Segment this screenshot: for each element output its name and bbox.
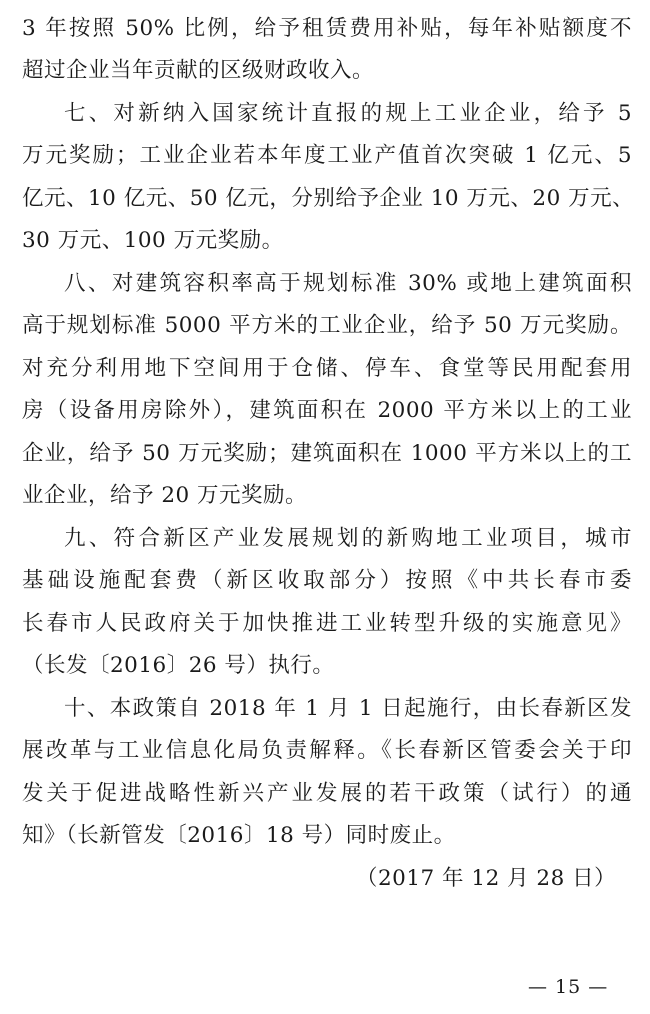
paragraph-line: 企业，给予 50 万元奖励；建筑面积在 1000 平方米以上的工 bbox=[22, 441, 632, 466]
paragraph-line: 基础设施配套费（新区收取部分）按照《中共长春市委 bbox=[22, 568, 632, 593]
paragraph-line: 知》（长新管发〔2016〕18 号）同时废止。 bbox=[22, 823, 456, 848]
paragraph-line: 对充分利用地下空间用于仓储、停车、食堂等民用配套用 bbox=[22, 356, 632, 381]
paragraph-line: 九、符合新区产业发展规划的新购地工业项目，城市 bbox=[64, 526, 632, 551]
paragraph-line: 30 万元、100 万元奖励。 bbox=[22, 228, 284, 253]
paragraph-line: 万元奖励；工业企业若本年度工业产值首次突破 1 亿元、5 bbox=[22, 143, 632, 168]
paragraph-line: 房（设备用房除外），建筑面积在 2000 平方米以上的工业 bbox=[22, 398, 632, 423]
document-date: （2017 年 12 月 28 日） bbox=[356, 866, 617, 891]
paragraph-line: 发关于促进战略性新兴产业发展的若干政策（试行）的通 bbox=[22, 781, 632, 806]
paragraph-line: 3 年按照 50% 比例，给予租赁费用补贴，每年补贴额度不 bbox=[22, 16, 632, 41]
paragraph-line: 长春市人民政府关于加快推进工业转型升级的实施意见》 bbox=[22, 611, 632, 636]
page-number: — 15 — bbox=[528, 976, 609, 998]
paragraph-line: 七、对新纳入国家统计直报的规上工业企业，给予 5 bbox=[64, 101, 632, 126]
paragraph-line: 亿元、10 亿元、50 亿元，分别给予企业 10 万元、20 万元、 bbox=[22, 186, 635, 211]
paragraph-line: 八、对建筑容积率高于规划标准 30% 或地上建筑面积 bbox=[64, 271, 632, 296]
paragraph-line: 超过企业当年贡献的区级财政收入。 bbox=[22, 58, 375, 83]
paragraph-line: 展改革与工业信息化局负责解释。《长春新区管委会关于印 bbox=[22, 738, 632, 763]
paragraph-line: 十、本政策自 2018 年 1 月 1 日起施行，由长春新区发 bbox=[64, 696, 632, 721]
paragraph-line: 高于规划标准 5000 平方米的工业企业，给予 50 万元奖励。 bbox=[22, 313, 632, 338]
paragraph-line: （长发〔2016〕26 号）执行。 bbox=[22, 653, 335, 678]
paragraph-line: 业企业，给予 20 万元奖励。 bbox=[22, 483, 308, 508]
